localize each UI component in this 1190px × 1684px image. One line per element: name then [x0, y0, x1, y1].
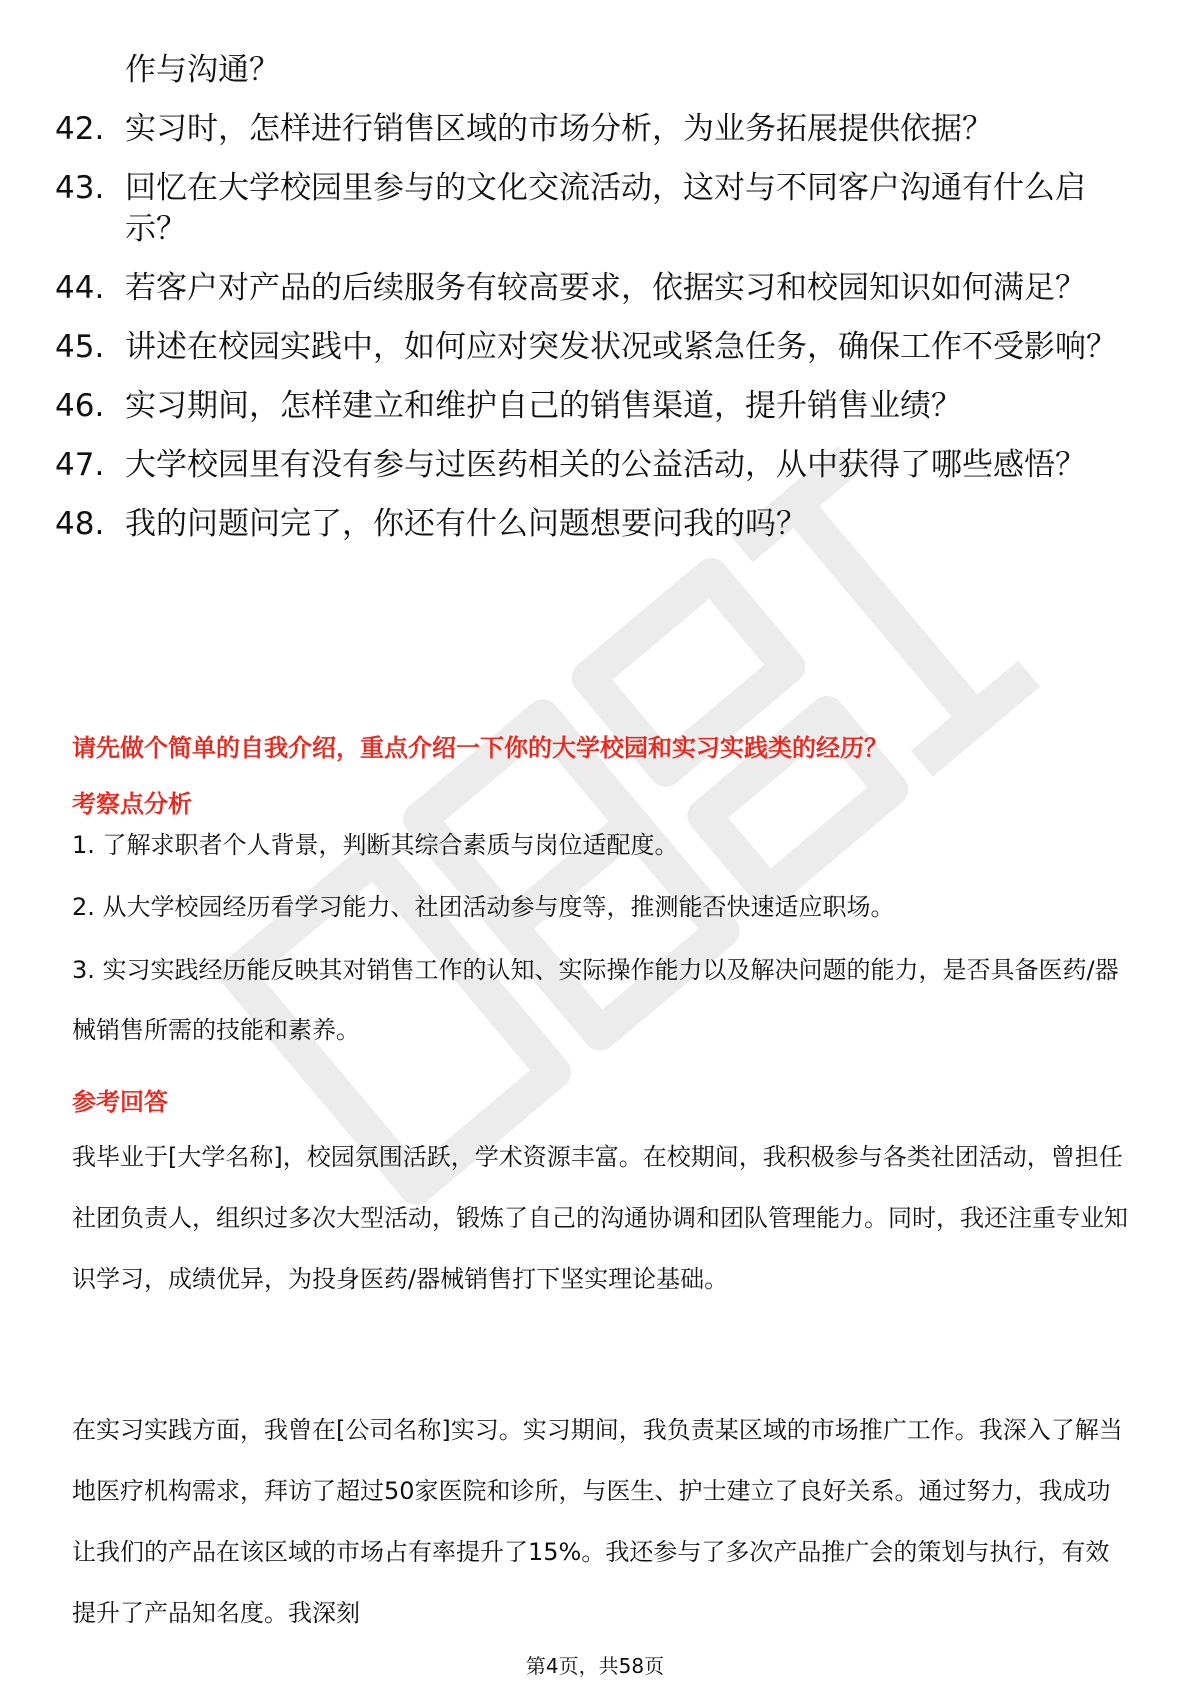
- answer-paragraph: 我毕业于[大学名称]，校园氛围活跃，学术资源丰富。在校期间，我积极参与各类社团活动，曾担任社团负责人，组织过多次大型活动，锻炼了自己的沟通协调和团队管理能力。同时，我还注重专业知识学习，成绩优异，为投身医药/器械销售打下坚实理论基础。: [72, 1143, 1128, 1293]
- list-item: [55, 327, 1145, 368]
- highlight-question: 请先做个简单的自我介绍，重点介绍一下你的大学校园和实习实践类的经历？: [72, 734, 888, 762]
- answer-heading: 参考回答: [72, 1088, 168, 1116]
- question-number: 44.: [55, 270, 105, 306]
- analysis-point: 3. 实习实践经历能反映其对销售工作的认知、实际操作能力以及解决问题的能力，是否具备医药/器械销售所需的技能和素养。: [72, 956, 1119, 1044]
- question-text: 我的问题问完了，你还有什么问题想要问我的吗？: [125, 506, 807, 542]
- question-text: 若客户对产品的后续服务有较高要求，依据实习和校园知识如何满足？: [125, 270, 1086, 306]
- question-text: 回忆在大学校园里参与的文化交流活动，这对与不同客户沟通有什么启示？: [125, 170, 1086, 247]
- question-text: 实习期间，怎样建立和维护自己的销售渠道，提升销售业绩？: [125, 388, 962, 424]
- answer-paragraph: 在实习实践方面，我曾在[公司名称]实习。实习期间，我负责某区域的市场推广工作。我深入了解当地医疗机构需求，拜访了超过50家医院和诊所，与医生、护士建立了良好关系。通过努力，我成功让我们的产品在该区域的市场占有率提升了15%。我还参与了多次产品推广会的策划与执行，有效提升了产品知名度。我深刻: [72, 1416, 1123, 1627]
- list-item: [55, 445, 1145, 486]
- question-number: 48.: [55, 506, 105, 542]
- analysis-points: [72, 828, 1132, 1088]
- question-number: 43.: [55, 170, 105, 206]
- question-text: 大学校园里有没有参与过医药相关的公益活动，从中获得了哪些感悟？: [125, 447, 1086, 483]
- list-item: [55, 504, 1145, 545]
- list-item: [55, 386, 1145, 427]
- answer-body: [72, 1127, 1132, 1644]
- list-item: [55, 50, 1145, 91]
- question-text: 作与沟通？: [125, 52, 280, 88]
- question-list: [55, 50, 1145, 563]
- list-item: [55, 109, 1145, 150]
- analysis-heading: 考察点分析: [72, 790, 192, 818]
- question-number: 45.: [55, 329, 105, 365]
- question-number: 47.: [55, 447, 105, 483]
- question-text: 实习时，怎样进行销售区域的市场分析，为业务拓展提供依据？: [125, 111, 993, 147]
- question-number: 46.: [55, 388, 105, 424]
- analysis-point: 1. 了解求职者个人背景，判断其综合素质与岗位适配度。: [72, 831, 679, 859]
- page-number: 第4页，共58页: [525, 1654, 665, 1678]
- list-item: [55, 168, 1145, 250]
- question-number: [55, 50, 125, 91]
- list-item: [55, 268, 1145, 309]
- question-number: 42.: [55, 111, 105, 147]
- analysis-point: 2. 从大学校园经历看学习能力、社团活动参与度等，推测能否快速适应职场。: [72, 893, 895, 921]
- question-text: 讲述在校园实践中，如何应对突发状况或紧急任务，确保工作不受影响？: [125, 329, 1117, 365]
